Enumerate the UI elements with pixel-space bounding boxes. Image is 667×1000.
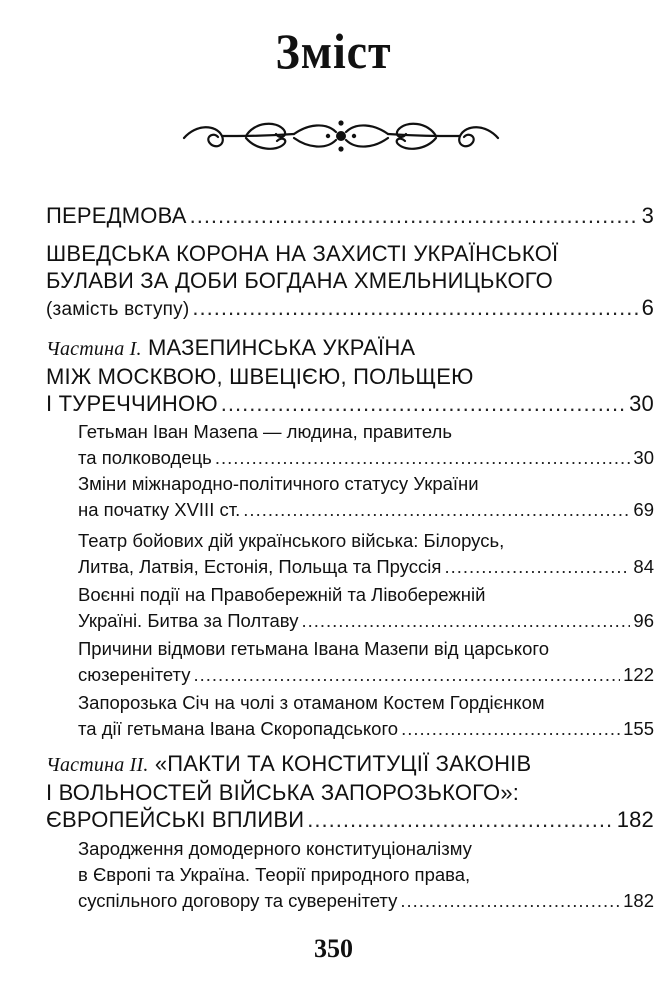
toc-subentry-7[interactable] xyxy=(78,836,654,914)
toc-entry-title-line: Литва, Латвія, Естонія, Польща та Пруссія xyxy=(78,556,442,577)
dot-leader xyxy=(400,888,620,914)
page-title: Зміст xyxy=(275,23,392,79)
dot-leader xyxy=(215,445,631,471)
dot-leader xyxy=(301,608,630,634)
decorative-flourish-icon xyxy=(176,114,506,160)
toc-entry-part-1[interactable] xyxy=(46,334,654,417)
toc-subentry-1[interactable] xyxy=(78,419,654,471)
toc-subentry-3[interactable] xyxy=(78,528,654,580)
toc-entry-title-line: МІЖ МОСКВОЮ, ШВЕЦІЄЮ, ПОЛЬЩЕЮ xyxy=(46,364,474,389)
dot-leader xyxy=(243,497,630,523)
toc-entry-title-line: Причини відмови гетьмана Івана Мазепи від царського xyxy=(78,638,550,659)
toc-page-number: 182 xyxy=(616,807,654,832)
toc-page-number: 30 xyxy=(633,447,654,468)
toc-entry-title-line: І ВОЛЬНОСТЕЙ ВІЙСЬКА ЗАПОРОЗЬКОГО»: xyxy=(46,780,520,805)
toc-entry-preface[interactable] xyxy=(46,202,654,229)
toc-page-number: 3 xyxy=(641,203,654,228)
toc-entry-title-line: на початку XVIII ст. xyxy=(78,499,241,520)
toc-entry-title-line: Зміни міжнародно-політичного статусу України xyxy=(78,473,479,494)
toc-page-number: 182 xyxy=(623,890,654,911)
toc-page-number: 30 xyxy=(629,391,654,416)
toc-subentry-2[interactable] xyxy=(78,471,654,523)
toc-page-number: 96 xyxy=(633,610,654,631)
toc-entry-title-line: І ТУРЕЧЧИНОЮ xyxy=(46,391,218,416)
toc-subentry-5[interactable] xyxy=(78,636,654,688)
toc-entry-title-line: (замість вступу) xyxy=(46,299,190,320)
dot-leader xyxy=(190,202,639,229)
toc-entry-title: ПЕРЕДМОВА xyxy=(46,203,187,228)
page-number: 350 xyxy=(314,934,353,963)
toc-entry-title-line: МАЗЕПИНСЬКА УКРАЇНА xyxy=(148,335,416,360)
toc-entry-title-line: «ПАКТИ ТА КОНСТИТУЦІЇ ЗАКОНІВ xyxy=(154,751,532,776)
part-label: Частина I. xyxy=(46,338,142,360)
toc-page-number: 84 xyxy=(633,556,654,577)
toc-entry-title-line: Запорозька Січ на чолі з отаманом Костем Гордієнком xyxy=(78,692,545,713)
toc-entry-title-line: та полководець xyxy=(78,447,212,468)
toc-page-number: 69 xyxy=(633,499,654,520)
toc-entry-title-line: БУЛАВИ ЗА ДОБИ БОГДАНА ХМЕЛЬНИЦЬКОГО xyxy=(46,268,553,293)
toc-page-number: 155 xyxy=(623,718,654,739)
toc-subentry-6[interactable] xyxy=(78,690,654,742)
toc-entry-title-line: Україні. Битва за Полтаву xyxy=(78,610,299,631)
dot-leader xyxy=(444,554,630,580)
toc-entry-title-line: суспільного договору та суверенітету xyxy=(78,890,398,911)
part-label: Частина II. xyxy=(46,754,149,776)
dot-leader xyxy=(307,806,613,833)
toc-entry-title-line: Зародження домодерного конституціоналізму xyxy=(78,838,472,859)
toc-entry-part-2[interactable] xyxy=(46,750,654,833)
toc-entry-introduction[interactable] xyxy=(46,240,654,323)
toc-entry-title-line: Гетьман Іван Мазепа — людина, правитель xyxy=(78,421,452,442)
toc-subentry-4[interactable] xyxy=(78,582,654,634)
toc-entry-title-line: Воєнні події на Правобережній та Лівобережній xyxy=(78,584,486,605)
toc-entry-title-line: сюзеренітету xyxy=(78,664,191,685)
toc-entry-title-line: та дії гетьмана Івана Скоропадського xyxy=(78,718,399,739)
toc-page-number: 122 xyxy=(623,664,654,685)
dot-leader xyxy=(401,716,620,742)
toc-entry-title-line: ШВЕДСЬКА КОРОНА НА ЗАХИСТІ УКРАЇНСЬКОЇ xyxy=(46,241,559,266)
dot-leader xyxy=(193,662,620,688)
toc-entry-title-line: Театр бойових дій українського війська: Білорусь, xyxy=(78,530,505,551)
dot-leader xyxy=(192,294,638,321)
dot-leader xyxy=(221,390,626,417)
toc-entry-title-line: ЄВРОПЕЙСЬКІ ВПЛИВИ xyxy=(46,807,305,832)
toc-entry-title-line: в Європі та Україна. Теорії природного права, xyxy=(78,864,471,885)
toc-page-number: 6 xyxy=(641,295,654,320)
